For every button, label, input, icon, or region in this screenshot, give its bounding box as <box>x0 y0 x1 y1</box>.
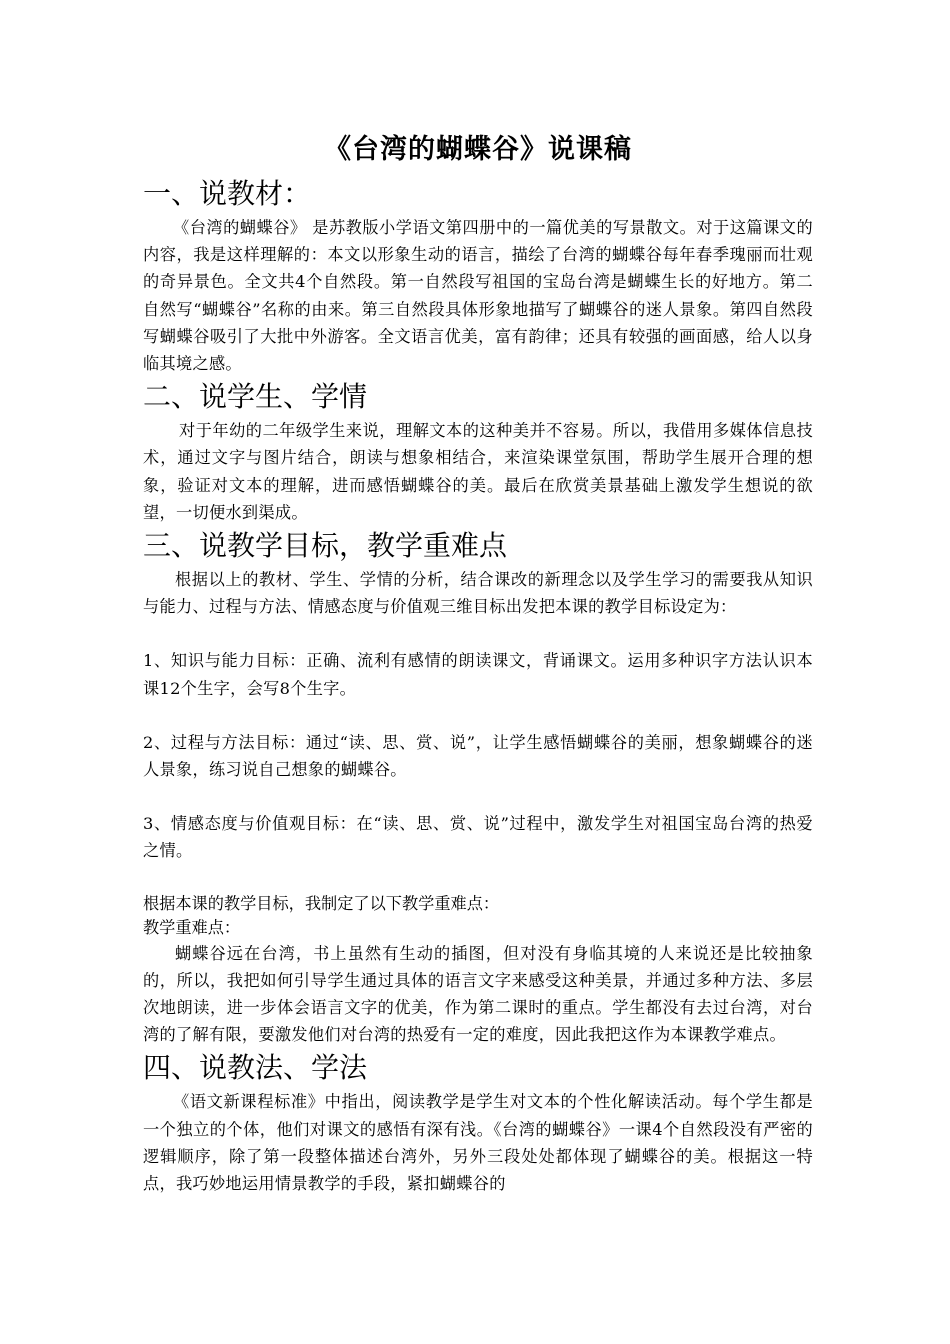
objective-item-knowledge: 1、知识与能力目标：正确、流利有感情的朗读课文，背诵课文。运用多种识字方法认识本课12个生字，会写8个生字。 <box>143 651 813 698</box>
objectives-intro: 根据以上的教材、学生、学情的分析，结合课改的新理念以及学生学习的需要我从知识与能力、过程与方法、情感态度与价值观三维目标出发把本课的教学目标设定为： <box>143 570 813 617</box>
spacer <box>143 620 813 647</box>
section-heading-students: 二、说学生、学情 <box>143 380 368 414</box>
spacer <box>143 865 813 892</box>
keypoints-label: 教学重难点： <box>143 917 241 937</box>
section-paragraph-methods: 《语文新课程标准》中指出，阅读教学是学生对文本的个性化解读活动。每个学生都是一个独立的个体，他们对课文的感悟有深有浅。《台湾的蝴蝶谷》一课4个自然段没有严密的逻辑顺序，除了第一段整体描述台湾外，另外三段处处都体现了蝴蝶谷的美。根据这一特点，我巧妙地运用情景教学的手段，紧扣蝴蝶谷的 <box>143 1092 813 1194</box>
section-heading-methods: 四、说教法、学法 <box>143 1051 368 1085</box>
section-heading-textbook: 一、说教材： <box>143 177 312 210</box>
section-paragraph-students: 对于年幼的二年级学生来说，理解文本的这种美并不容易。所以，我借用多媒体信息技术，通过文字与图片结合，朗读与想象相结合，来渲染课堂氛围，帮助学生展开合理的想象，验证对文本的理解，进而感悟蝴蝶谷的美。最后在欣赏美景基础上激发学生想说的欲望，一切便水到渠成。 <box>143 421 813 522</box>
keypoints-paragraph: 蝴蝶谷远在台湾，书上虽然有生动的插图，但对没有身临其境的人来说还是比较抽象的，所以，我把如何引导学生通过具体的语言文字来感受这种美景，并通过多种方法、多层次地朗读，进一步体会语言文字的优美，作为第二课时的重点。学生都没有去过台湾，对台湾的了解有限，要激发他们对台湾的热爱有一定的难度，因此我把这作为本课教学难点。 <box>143 943 813 1045</box>
spacer <box>143 783 813 810</box>
keypoints-intro: 根据本课的教学目标，我制定了以下教学重难点： <box>143 893 500 913</box>
section-heading-objectives: 三、说教学目标，教学重难点 <box>143 529 508 563</box>
document-title: 《台湾的蝴蝶谷》说课稿 <box>324 134 632 165</box>
objective-item-process: 2、过程与方法目标：通过“读、思、赏、说”，让学生感悟蝴蝶谷的美丽，想象蝴蝶谷的迷人景象，练习说自己想象的蝴蝶谷。 <box>143 732 813 780</box>
section-paragraph-textbook: 《台湾的蝴蝶谷》 是苏教版小学语文第四册中的一篇优美的写景散文。对于这篇课文的内容，我是这样理解的：本文以形象生动的语言，描绘了台湾的蝴蝶谷每年春季瑰丽而壮观的奇异景色。全文共4个自然段。第一自然段写祖国的宝岛台湾是蝴蝶生长的好地方。第二自然写“蝴蝶谷”名称的由来。第三自然段具体形象地描写了蝴蝶谷的迷人景象。第四自然段写蝴蝶谷吸引了大批中外游客。全文语言优美，富有韵律；还具有较强的画面感，给人以身临其境之感。 <box>143 218 813 374</box>
objective-item-emotion: 3、情感态度与价值观目标：在“读、思、赏、说”过程中，激发学生对祖国宝岛台湾的热爱之情。 <box>143 814 813 861</box>
spacer <box>143 702 813 729</box>
document-page <box>143 128 813 1197</box>
